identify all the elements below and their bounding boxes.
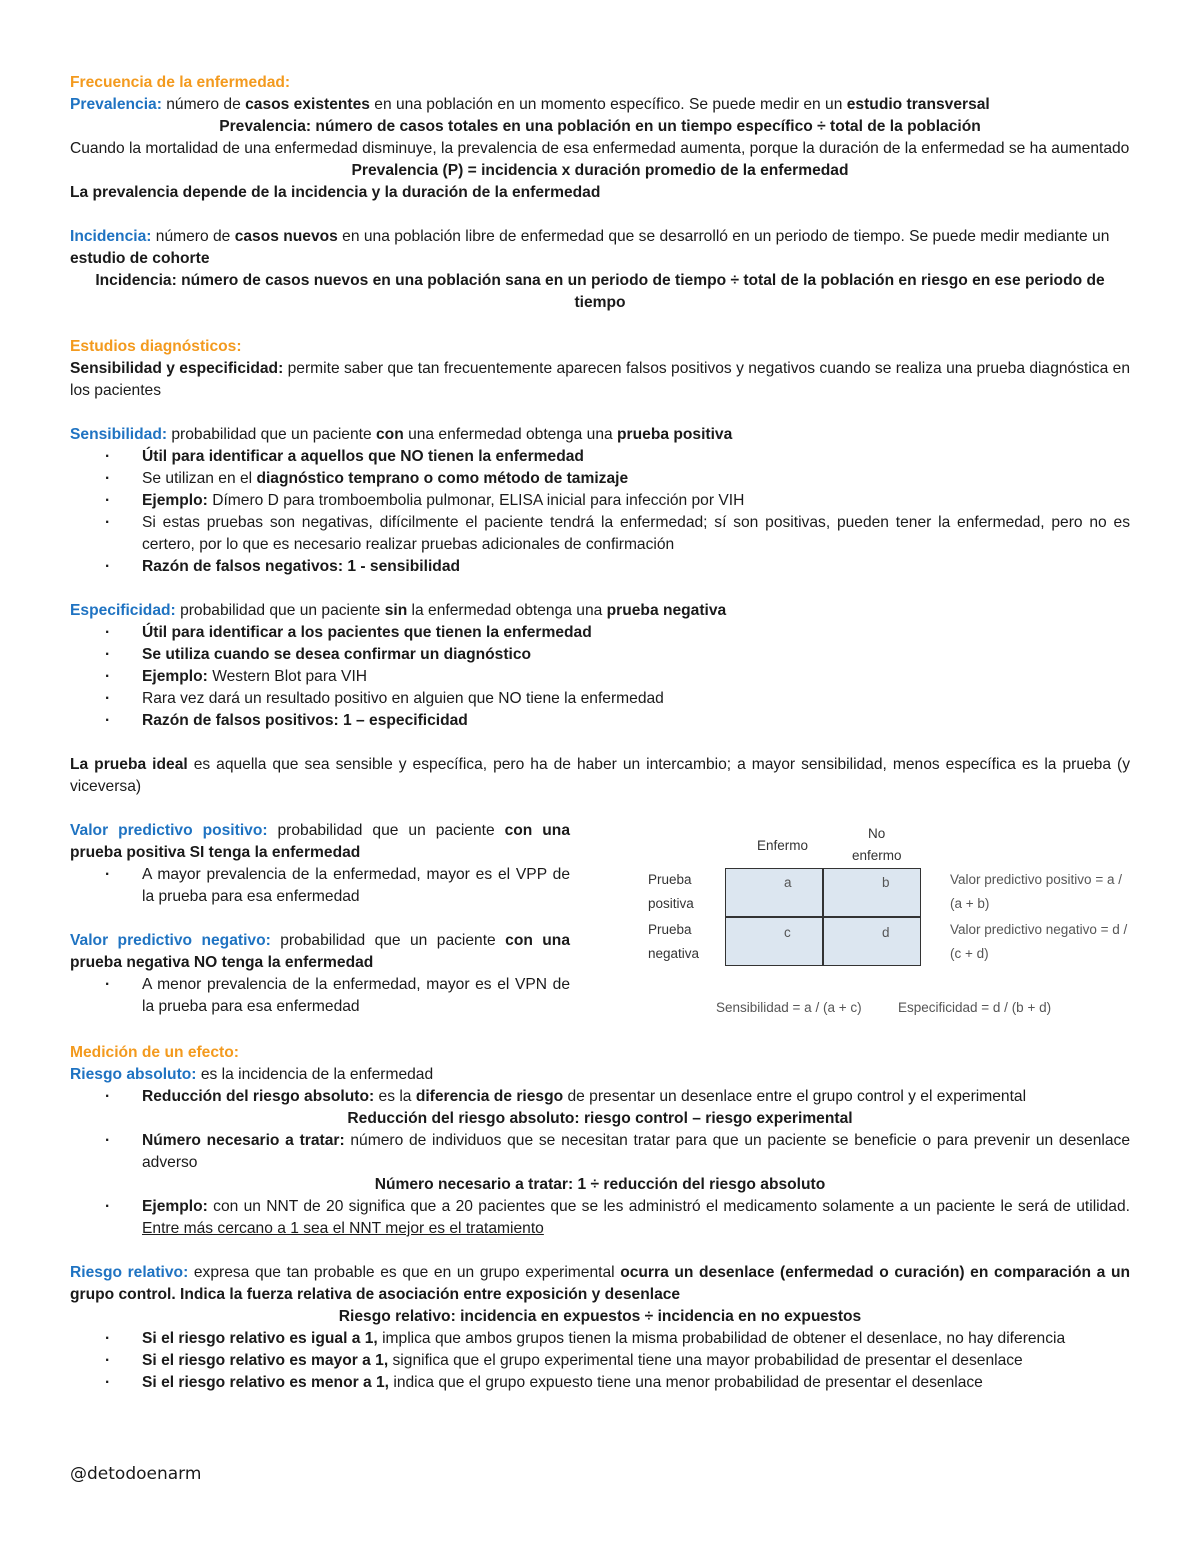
term-vpn: Valor predictivo negativo:	[70, 932, 271, 949]
incidencia-formula	[70, 270, 1130, 314]
nnt-formula	[70, 1174, 1130, 1196]
riesgo-absoluto-def	[70, 1064, 1130, 1086]
text-bold: casos existentes	[245, 96, 370, 113]
formula-text: Prevalencia (P) = incidencia x duración promedio de la enfermedad	[351, 162, 849, 179]
list-item: · Rara vez dará un resultado positivo en alguien que NO tiene la enfermedad	[70, 688, 1130, 710]
text-bold: ocurra un desenlace (enfermedad o curación) en comparación a un grupo control. Indica la fuerza relativa de asociación entre exposición y desenlace	[70, 1264, 1130, 1303]
formula-text: Número necesario a tratar: 1 ÷ reducción del riesgo absoluto	[374, 1176, 826, 1193]
text: en una población libre de enfermedad que se desarrolló en un periodo de tiempo. Se puede medir mediante un	[337, 228, 1110, 245]
text: es la incidencia de la enfermedad	[196, 1066, 434, 1083]
col-no: No	[868, 826, 886, 841]
riesgo-relativo-list	[70, 1328, 1130, 1394]
text-bold: Si el riesgo relativo es igual a 1,	[142, 1330, 378, 1347]
text: es aquella que sea sensible y específica, pero ha de haber un intercambio; a mayor sensibilidad, menos específica es la prueba (y viceversa)	[70, 756, 1130, 795]
rr-formula	[70, 1306, 1130, 1328]
list-item	[70, 468, 1130, 490]
vpp-list	[70, 864, 570, 908]
text: número de individuos que se necesitan tratar para que un paciente se beneficie o para prevenir un desenlace adverso	[142, 1132, 1131, 1171]
row-prueba-negativa-2: negativa	[648, 946, 700, 961]
row-prueba-negativa-1: Prueba	[648, 922, 692, 937]
list-item: · Si estas pruebas son negativas, difícilmente el paciente tendrá la enfermedad; sí son positivas, pueden tener la enfermedad, pero no es certero, por lo que es necesario realizar pruebas adicionales de confirmación	[70, 512, 1130, 556]
list-item	[70, 622, 1130, 644]
text: número de	[161, 96, 246, 113]
text-underlined: Entre más cercano a 1 sea el NNT mejor es el tratamiento	[142, 1220, 544, 1237]
text: la enfermedad obtenga una	[407, 602, 607, 619]
sens-espec-def	[70, 358, 1130, 402]
text-bold: La prevalencia depende de la incidencia y la duración de la enfermedad	[70, 184, 601, 201]
text-bold: Si el riesgo relativo es menor a 1,	[142, 1374, 390, 1391]
sens-formula: Sensibilidad = a / (a + c)	[716, 1000, 862, 1015]
riesgo-relativo-def	[70, 1262, 1130, 1306]
list-item	[70, 1196, 1130, 1240]
vpp-formula-1: Valor predictivo positivo = a /	[950, 872, 1122, 887]
cell-b: b	[882, 875, 890, 890]
vpn-def	[70, 930, 570, 974]
list-item	[70, 446, 1130, 468]
text-bold: sin	[384, 602, 408, 619]
term-riesgo-absoluto: Riesgo absoluto:	[70, 1066, 197, 1083]
prevalencia-formula	[70, 116, 1130, 138]
incidencia-def	[70, 226, 1130, 270]
list-item	[70, 644, 1130, 666]
term-prevalencia: Prevalencia:	[70, 96, 162, 113]
list-item	[70, 490, 1130, 512]
list-item	[70, 710, 1130, 732]
rra-formula	[70, 1108, 1130, 1130]
col-no-enfermo: enfermo	[852, 848, 902, 863]
text: probabilidad que un paciente	[270, 932, 506, 949]
text-bold: estudio transversal	[846, 96, 990, 113]
term-vpp: Valor predictivo positivo:	[70, 822, 268, 839]
nnt-list	[70, 1130, 1130, 1174]
text: probabilidad que un paciente	[175, 602, 385, 619]
term-riesgo-relativo: Riesgo relativo:	[70, 1264, 189, 1281]
sensibilidad-def	[70, 424, 1130, 446]
text-bold: con una prueba positiva SI tenga la enfermedad	[70, 822, 571, 861]
prevalencia-formula-2	[70, 160, 1130, 182]
text-bold: Reducción del riesgo absoluto:	[142, 1088, 375, 1105]
text-bold: Ejemplo:	[142, 492, 208, 509]
text-bold: casos nuevos	[234, 228, 338, 245]
text-bold: con una prueba negativa NO tenga la enfermedad	[70, 932, 570, 971]
predictive-values-text	[70, 820, 570, 1030]
list-item	[70, 1086, 1130, 1108]
text-bold: prueba positiva	[617, 426, 733, 443]
text-bold: prueba negativa	[606, 602, 727, 619]
footer-handle: @detodoenarm	[70, 1464, 202, 1484]
heading-estudios: Estudios diagnósticos:	[70, 338, 242, 355]
cell-c: c	[784, 925, 791, 940]
heading-medicion: Medición de un efecto:	[70, 1044, 239, 1061]
text: significa que el grupo experimental tiene una mayor probabilidad de presentar el desenlace	[388, 1352, 1023, 1369]
list-item	[70, 666, 1130, 688]
text-bold: diagnóstico temprano o como método de tamizaje	[256, 470, 629, 487]
text: Western Blot para VIH	[207, 668, 368, 685]
text: número de	[151, 228, 235, 245]
especificidad-list	[70, 622, 1130, 732]
formula-text: Riesgo relativo: incidencia en expuestos ÷ incidencia en no expuestos	[338, 1308, 862, 1325]
text: es la	[374, 1088, 416, 1105]
formula-text: Reducción del riesgo absoluto: riesgo control – riesgo experimental	[347, 1110, 853, 1127]
list-item	[70, 1130, 1130, 1174]
sensibilidad-list	[70, 446, 1130, 578]
text-bold: Razón de falsos negativos: 1 - sensibilidad	[142, 558, 461, 575]
vpp-formula-2: (a + b)	[950, 896, 990, 911]
text-bold: Útil para identificar a los pacientes que tienen la enfermedad	[142, 624, 592, 641]
nnt-example-list	[70, 1196, 1130, 1240]
text-bold: Razón de falsos positivos: 1 – especificidad	[142, 712, 468, 729]
text: implica que ambos grupos tienen la misma probabilidad de obtener el desenlace, no hay diferencia	[377, 1330, 1066, 1347]
cell-d: d	[882, 925, 890, 940]
vpn-list	[70, 974, 570, 1018]
cell-a: a	[784, 875, 792, 890]
prueba-ideal	[70, 754, 1130, 798]
list-item	[70, 1350, 1130, 1372]
text-bold: estudio de cohorte	[70, 250, 210, 267]
text-bold: Ejemplo:	[142, 668, 208, 685]
spec-formula: Especificidad = d / (b + d)	[898, 1000, 1052, 1015]
text: Dímero D para tromboembolia pulmonar, ELISA inicial para infección por VIH	[207, 492, 745, 509]
vpn-formula-2: (c + d)	[950, 946, 989, 961]
row-prueba-positiva-2: positiva	[648, 896, 694, 911]
text: con un NNT de 20 significa que a 20 pacientes que se les administró el medicamento solamente a un paciente le será de utilidad.	[207, 1198, 1130, 1215]
text-bold: con	[376, 426, 404, 443]
prevalencia-def	[70, 94, 1130, 116]
text: indica que el grupo expuesto tiene una menor probabilidad de presentar el desenlace	[389, 1374, 983, 1391]
formula-text: Incidencia: número de casos nuevos en una población sana en un periodo de tiempo ÷ total de la población en riesgo en ese periodo de tiempo	[95, 272, 1105, 311]
list-item	[70, 1328, 1130, 1350]
text-bold: Número necesario a tratar:	[142, 1132, 345, 1149]
heading-frecuencia: Frecuencia de la enfermedad:	[70, 74, 291, 91]
riesgo-absoluto-list	[70, 1086, 1130, 1108]
list-item: · A mayor prevalencia de la enfermedad, mayor es el VPP de la prueba para esa enfermedad	[70, 864, 570, 908]
especificidad-def	[70, 600, 1130, 622]
contingency-table-figure	[600, 820, 1130, 1030]
text: expresa que tan probable es que en un grupo experimental	[188, 1264, 621, 1281]
row-prueba-positiva-1: Prueba	[648, 872, 692, 887]
contingency-grid	[725, 868, 921, 966]
text-bold: Se utiliza cuando se desea confirmar un diagnóstico	[142, 646, 532, 663]
text-bold: Útil para identificar a aquellos que NO tienen la enfermedad	[142, 448, 584, 465]
text: en una población en un momento específico. Se puede medir en un	[369, 96, 847, 113]
text: de presentar un desenlace entre el grupo control y el experimental	[563, 1088, 1027, 1105]
text-bold: Sensibilidad y especificidad:	[70, 360, 284, 377]
text: una enfermedad obtenga una	[403, 426, 618, 443]
text: Se utilizan en el	[142, 470, 257, 487]
predictive-values-section	[70, 820, 1130, 1030]
term-incidencia: Incidencia:	[70, 228, 152, 245]
text-bold: Ejemplo:	[142, 1198, 208, 1215]
list-item	[70, 1372, 1130, 1394]
vpn-formula-1: Valor predictivo negativo = d /	[950, 922, 1128, 937]
text-bold: Si el riesgo relativo es mayor a 1,	[142, 1352, 389, 1369]
list-item: · A menor prevalencia de la enfermedad, mayor es el VPN de la prueba para esa enfermedad	[70, 974, 570, 1018]
text: probabilidad que un paciente	[167, 426, 376, 443]
prevalencia-note: Cuando la mortalidad de una enfermedad disminuye, la prevalencia de esa enfermedad aumenta, porque la duración de la enfermedad se ha aumentado	[70, 140, 1130, 157]
prevalencia-depends	[70, 182, 1130, 204]
text: probabilidad que un paciente	[267, 822, 505, 839]
term-sensibilidad: Sensibilidad:	[70, 426, 168, 443]
col-enfermo: Enfermo	[757, 838, 809, 853]
vpp-def	[70, 820, 570, 864]
text: permite saber que tan frecuentemente aparecen falsos positivos y negativos cuando se realiza una prueba diagnóstica en los pacientes	[70, 360, 1130, 399]
list-item	[70, 556, 1130, 578]
text-bold: La prueba ideal	[70, 756, 188, 773]
text-bold: diferencia de riesgo	[415, 1088, 564, 1105]
formula-text: Prevalencia: número de casos totales en una población en un tiempo específico ÷ total de la población	[219, 118, 981, 135]
term-especificidad: Especificidad:	[70, 602, 176, 619]
